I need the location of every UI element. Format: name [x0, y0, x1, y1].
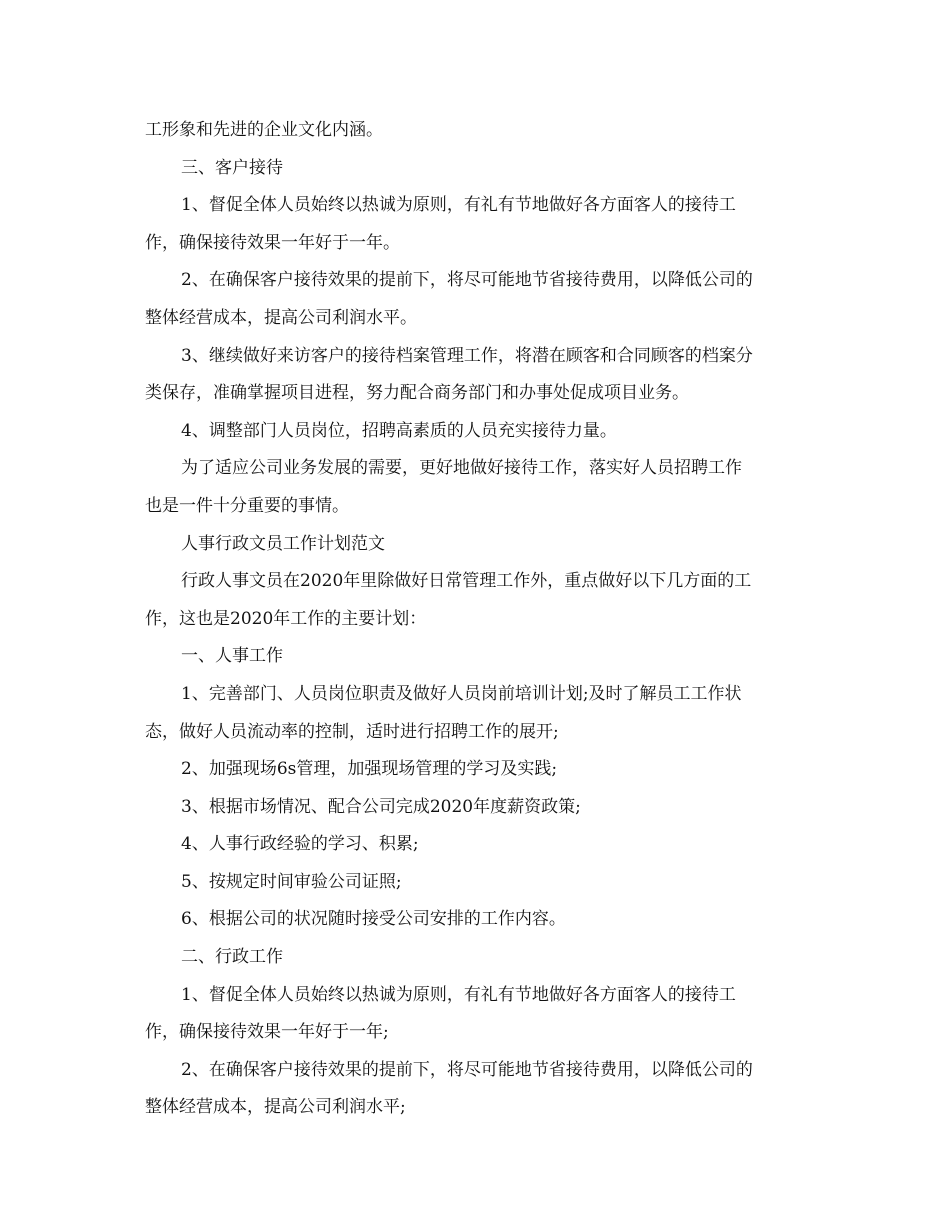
line-text-6: 整体经营成本，提高公司利润水平。 — [145, 307, 417, 328]
document-subtitle: 人事行政文员工作计划范文 — [181, 533, 385, 554]
line-text-9: 4、调整部门人员岗位，招聘高素质的人员充实接待力量。 — [181, 420, 617, 441]
line-text-24: 1、督促全体人员始终以热诚为原则，有礼有节地做好各方面客人的接待工 — [181, 984, 736, 1005]
line-text-8: 类保存，准确掌握项目进程，努力配合商务部门和办事处促成项目业务。 — [145, 383, 689, 404]
section-heading-customer-reception: 三、客户接待 — [181, 157, 283, 178]
section-heading-admin-work: 二、行政工作 — [181, 947, 283, 968]
line-text-21: 5、按规定时间审验公司证照; — [181, 871, 402, 892]
line-text-26: 2、在确保客户接待效果的提前下，将尽可能地节省接待费用，以降低公司的 — [181, 1059, 753, 1080]
document-body — [145, 112, 810, 1127]
line-text-11: 也是一件十分重要的事情。 — [145, 495, 349, 516]
line-text-5: 2、在确保客户接待效果的提前下，将尽可能地节省接待费用，以降低公司的 — [181, 270, 753, 291]
line-text-1: 工形象和先进的企业文化内涵。 — [145, 120, 383, 140]
line-text-13: 行政人事文员在2020年里除做好日常管理工作外，重点做好以下几方面的工 — [181, 571, 752, 592]
line-text-16: 1、完善部门、人员岗位职责及做好人员岗前培训计划;及时了解员工工作状 — [181, 683, 742, 704]
line-text-22: 6、根据公司的状况随时接受公司安排的工作内容。 — [181, 909, 566, 930]
section-heading-hr-work: 一、人事工作 — [181, 646, 283, 667]
line-text-19: 3、根据市场情况、配合公司完成2020年度薪资政策; — [181, 796, 581, 817]
line-text-3: 1、督促全体人员始终以热诚为原则，有礼有节地做好各方面客人的接待工 — [181, 195, 736, 216]
line-text-25: 作，确保接待效果一年好于一年; — [145, 1022, 389, 1043]
line-text-27: 整体经营成本，提高公司利润水平; — [145, 1097, 406, 1118]
line-text-7: 3、继续做好来访客户的接待档案管理工作，将潜在顾客和合同顾客的档案分 — [181, 345, 753, 366]
line-text-10: 为了适应公司业务发展的需要，更好地做好接待工作，落实好人员招聘工作 — [181, 458, 742, 479]
line-text-14: 作，这也是2020年工作的主要计划： — [145, 608, 427, 629]
line-text-18: 2、加强现场6s管理，加强现场管理的学习及实践; — [181, 759, 558, 780]
line-text-20: 4、人事行政经验的学习、积累; — [181, 834, 419, 855]
line-text-4: 作，确保接待效果一年好于一年。 — [145, 232, 400, 253]
line-text-17: 态，做好人员流动率的控制，适时进行招聘工作的展开; — [145, 721, 559, 742]
